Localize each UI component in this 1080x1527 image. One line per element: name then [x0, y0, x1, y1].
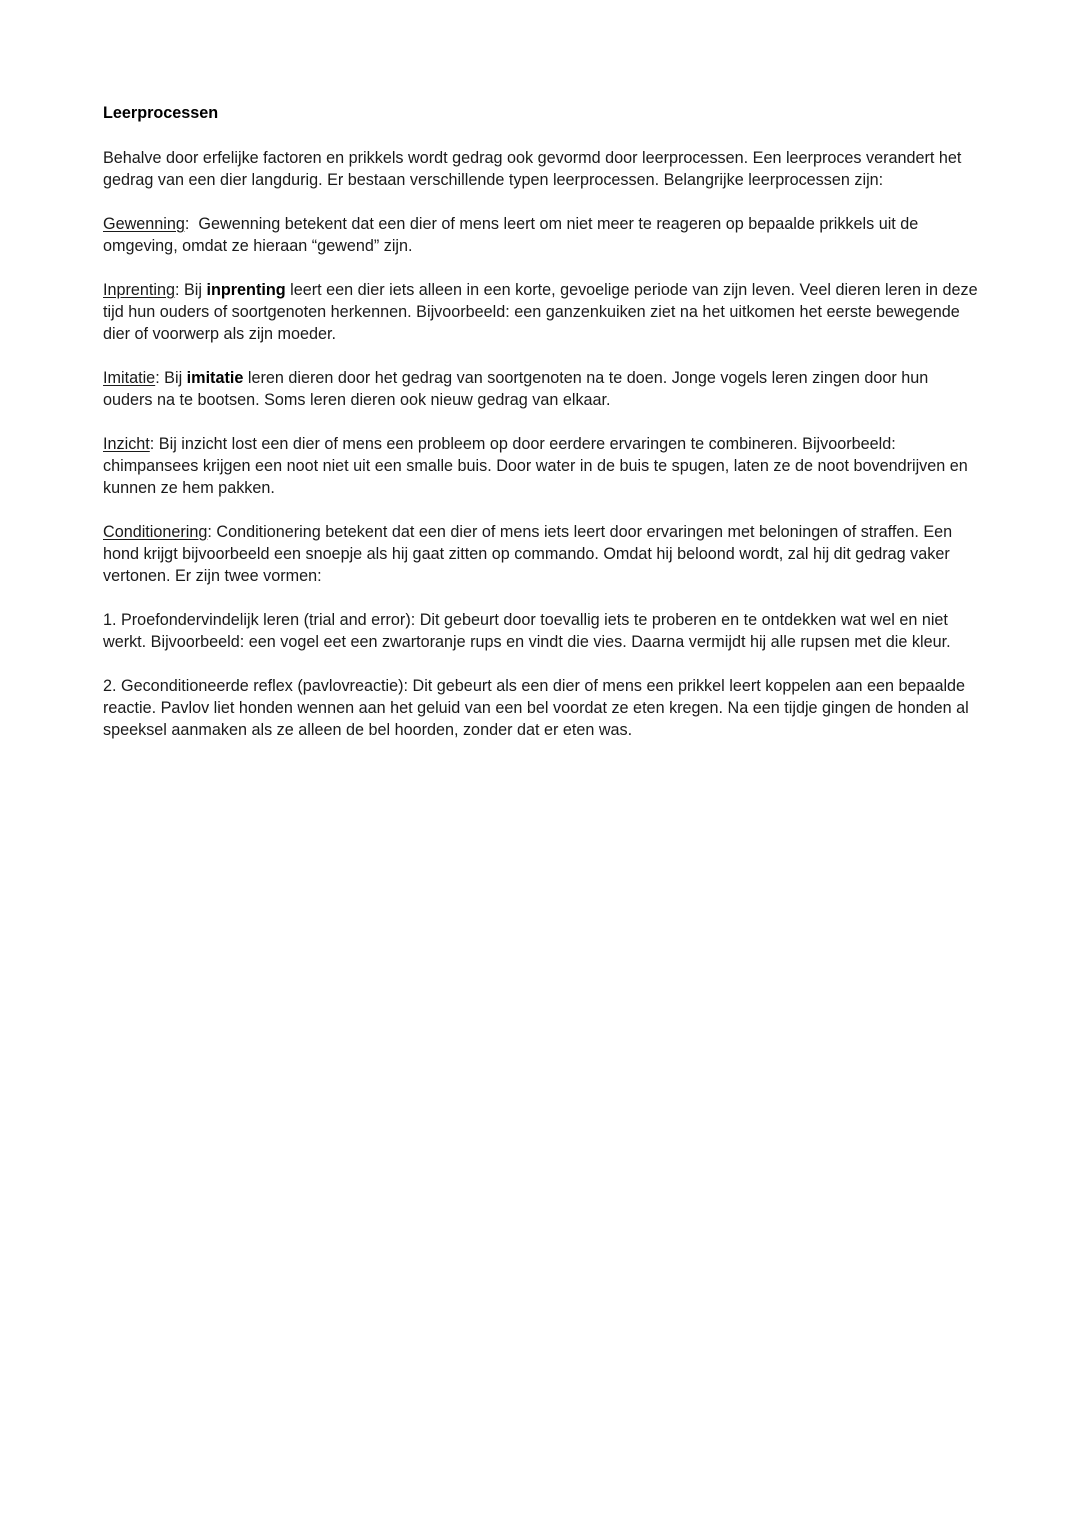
imitatie-paragraph — [103, 367, 981, 411]
gewenning-term: Gewenning — [103, 215, 185, 233]
conditionering-paragraph — [103, 521, 981, 587]
intro-paragraph: Behalve door erfelijke factoren en prikkels wordt gedrag ook gevormd door leerprocessen. Een leerproces verandert het gedrag van een dier langdurig. Er bestaan verschillende typen leerprocessen. Belangrijke leerprocessen zijn: — [103, 149, 962, 189]
gewenning-paragraph — [103, 213, 981, 257]
document-title: Leerprocessen — [103, 104, 219, 122]
gewenning-separator: : — [184, 215, 199, 233]
inprenting-term: Inprenting — [103, 281, 175, 299]
inzicht-term: Inzicht — [103, 435, 150, 453]
imitatie-bold: imitatie — [186, 369, 244, 387]
gewenning-text: Gewenning betekent dat een dier of mens leert om niet meer te reageren op bepaalde prikkels uit de omgeving, omdat ze hieraan “gewend” zijn. — [103, 215, 919, 255]
inprenting-paragraph — [103, 279, 981, 345]
inprenting-text: leert een dier iets alleen in een korte, gevoelige periode van zijn leven. Veel dieren leren in deze tijd hun ouders of soortgenoten herkennen. Bijvoorbeeld: een ganzenkuiken ziet na het uitkomen het eerste bewegende dier of voorwerp als zijn moeder. — [103, 281, 978, 343]
inprenting-bold: inprenting — [206, 281, 286, 299]
imitatie-term: Imitatie — [103, 369, 156, 387]
document-page — [103, 101, 981, 763]
inzicht-paragraph — [103, 433, 981, 499]
inprenting-separator: : Bij — [175, 281, 207, 299]
imitatie-text: leren dieren door het gedrag van soortgenoten na te doen. Jonge vogels leren zingen door hun ouders na te bootsen. Soms leren dieren ook nieuw gedrag van elkaar. — [103, 369, 929, 409]
conditionering-term: Conditionering — [103, 523, 208, 541]
form-1-paragraph: 1. Proefondervindelijk leren (trial and error): Dit gebeurt door toevallig iets te proberen en te ontdekken wat wel en niet werkt. Bijvoorbeeld: een vogel eet een zwartoranje rups en vindt die vies. Daarna vermijdt hij alle rupsen met die kleur. — [103, 611, 951, 651]
conditionering-text: Conditionering betekent dat een dier of mens iets leert door ervaringen met beloningen of straffen. Een hond krijgt bijvoorbeeld een snoepje als hij gaat zitten op commando. Omdat hij beloond wordt, zal hij dit gedrag vaker vertonen. Er zijn twee vormen: — [103, 523, 953, 585]
imitatie-separator: : Bij — [155, 369, 187, 387]
inzicht-text: Bij inzicht lost een dier of mens een probleem op door eerdere ervaringen te combineren. Bijvoorbeeld: chimpansees krijgen een noot niet uit een smalle buis. Door water in de buis te spugen, laten ze de noot bovendrijven en kunnen ze hem pakken. — [103, 435, 968, 497]
form-2-paragraph: 2. Geconditioneerde reflex (pavlovreactie): Dit gebeurt als een dier of mens een prikkel leert koppelen aan een bepaalde reactie. Pavlov liet honden wennen aan het geluid van een bel voordat ze eten kregen. Na een tijdje gingen de honden al speeksel aanmaken als ze alleen de bel hoorden, zonder dat er eten was. — [103, 677, 969, 739]
conditionering-separator: : — [207, 523, 217, 541]
inzicht-separator: : — [149, 435, 159, 453]
